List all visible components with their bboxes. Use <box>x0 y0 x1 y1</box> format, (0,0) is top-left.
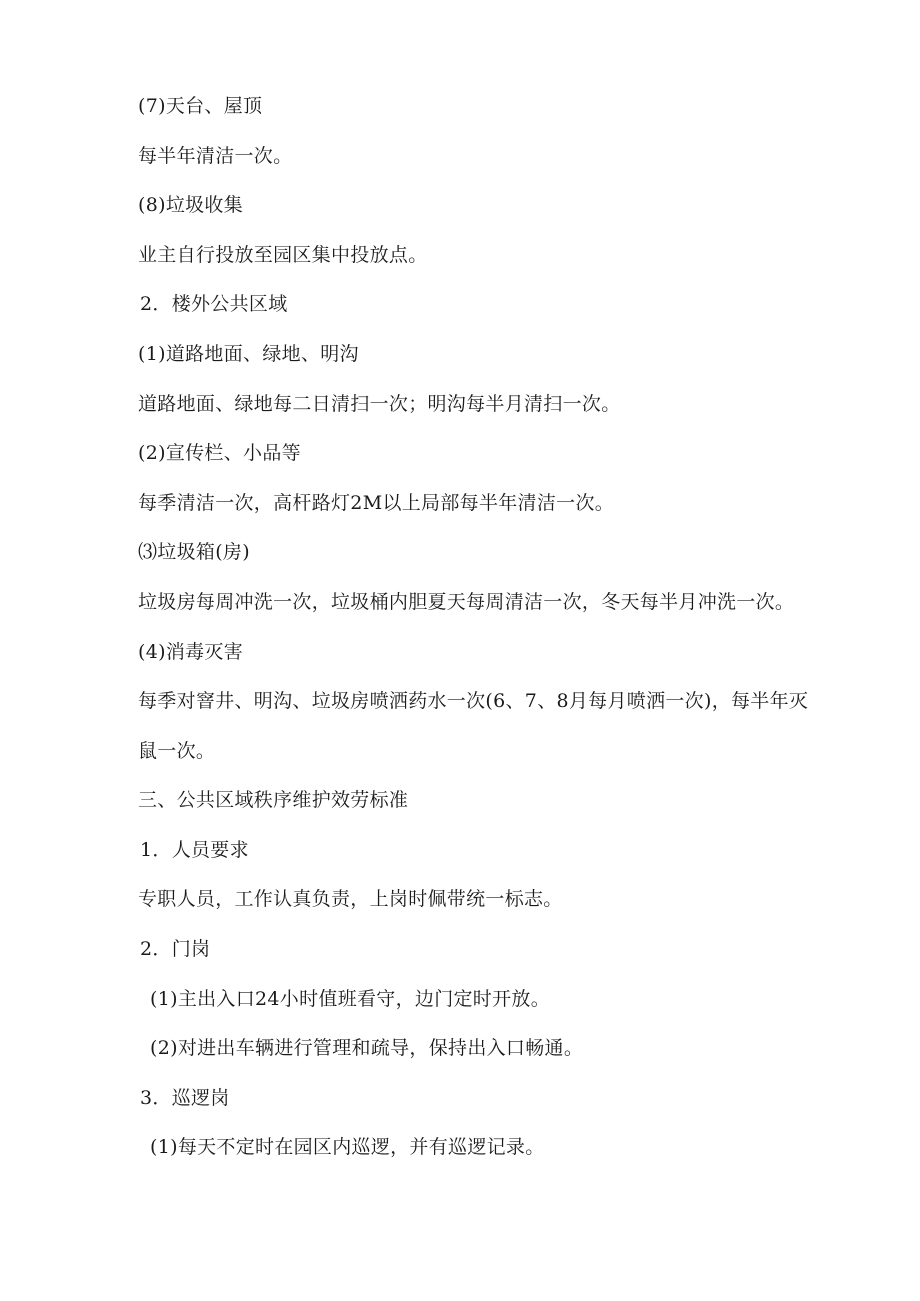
section-heading-outdoor-public-area: 2．楼外公共区域 <box>140 293 288 315</box>
paragraph-garbage-collection: 业主自行投放至园区集中投放点。 <box>138 244 428 266</box>
heading-gate-post: 2．门岗 <box>140 938 211 960</box>
paragraph-garbage-bins: 垃圾房每周冲洗一次，垃圾桶内胆夏天每周清洁一次，冬天每半月冲洗一次。 <box>138 591 795 613</box>
heading-garbage-collection: (8)垃圾收集 <box>138 194 244 216</box>
paragraph-bulletin-boards: 每季清洁一次，高杆路灯2M以上局部每半年清洁一次。 <box>138 492 615 514</box>
paragraph-patrol-records: (1)每天不定时在园区内巡逻，并有巡逻记录。 <box>150 1136 545 1158</box>
heading-disinfection: (4)消毒灭害 <box>138 641 244 663</box>
section-heading-order-maintenance: 三、公共区域秩序维护效劳标准 <box>138 789 409 811</box>
heading-patrol-post: 3．巡逻岗 <box>140 1087 230 1109</box>
paragraph-main-entrance: (1)主出入口24小时值班看守，边门定时开放。 <box>150 988 550 1010</box>
paragraph-staff-requirements: 专职人员，工作认真负责，上岗时佩带统一标志。 <box>138 888 563 910</box>
paragraph-rooftop-cleaning: 每半年清洁一次。 <box>138 145 293 167</box>
heading-rooftop: (7)天台、屋顶 <box>138 95 263 117</box>
heading-roads-green-ditches: (1)道路地面、绿地、明沟 <box>138 343 359 365</box>
paragraph-vehicle-management: (2)对进出车辆进行管理和疏导，保持出入口畅通。 <box>150 1037 584 1059</box>
heading-bulletin-boards: (2)宣传栏、小品等 <box>138 442 301 464</box>
heading-garbage-bins: ⑶垃圾箱(房) <box>138 541 250 563</box>
paragraph-roads-green-ditches: 道路地面、绿地每二日清扫一次；明沟每半月清扫一次。 <box>138 393 621 415</box>
heading-staff-requirements: 1．人员要求 <box>140 839 249 861</box>
paragraph-disinfection-line-1: 每季对窨井、明沟、垃圾房喷洒药水一次(6、7、8月每月喷洒一次)，每半年灭 <box>138 690 809 712</box>
paragraph-disinfection-line-2: 鼠一次。 <box>138 740 216 762</box>
